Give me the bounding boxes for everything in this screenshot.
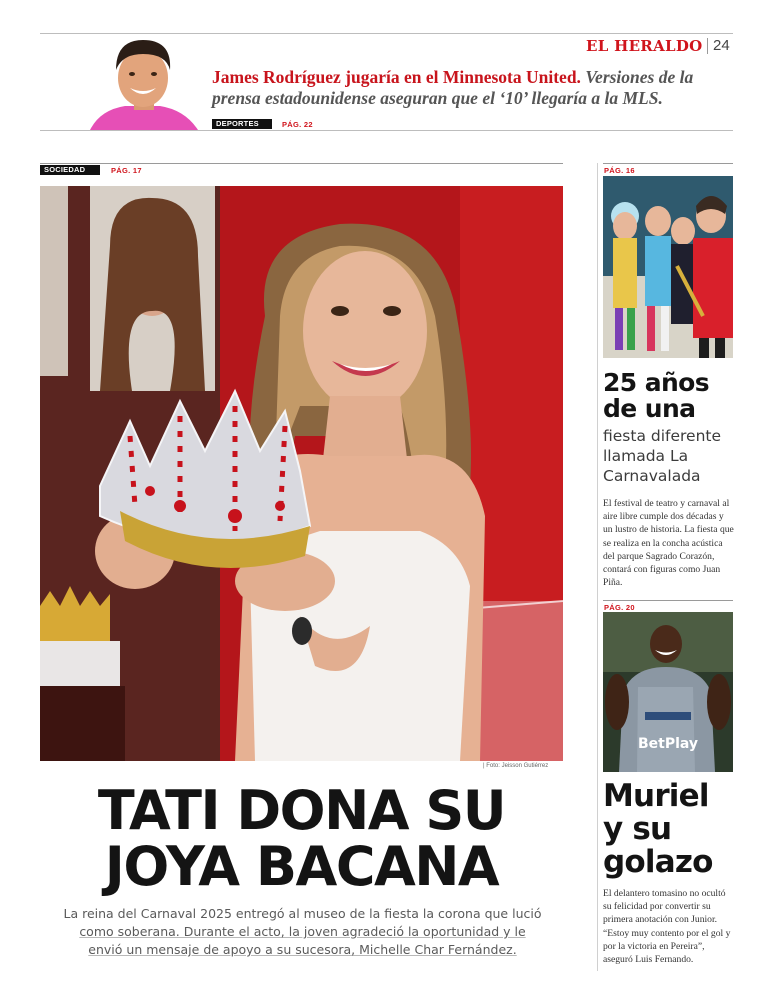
main-top-rule [40, 163, 563, 164]
teaser-headline-secondary: Versiones de la prensa estadounidense aseguran que el ‘10’ llegaría a la MLS. [212, 67, 694, 108]
teaser-headline-main: James Rodríguez jugaría en el Minnesota United. [212, 67, 581, 87]
sidebar-story2-headline[interactable]: Muriel y su golazo [603, 778, 713, 880]
carnavalada-photo[interactable] [603, 176, 733, 358]
main-headline-line-2: JOYA BACANA [104, 835, 499, 898]
main-deck [50, 905, 555, 959]
sidebar-story1-subhead[interactable]: fiesta diferente llamada La Carnavalada [603, 427, 722, 485]
deck-line-3 [50, 941, 555, 959]
main-section-label: SOCIEDAD [40, 165, 100, 175]
sidebar-story1-page-ref: PÁG. 16 [604, 166, 635, 175]
main-headline-line-1: TATI DONA SU [97, 779, 506, 842]
teaser-bottom-rule [40, 130, 733, 131]
muriel-photo[interactable] [603, 612, 733, 772]
deck-line-2-text: como soberana. Durante el acto, la joven agradeció la oportunidad y le [79, 924, 526, 939]
main-story-photo[interactable] [40, 186, 563, 761]
sidebar-story2-rule [603, 600, 733, 601]
deck-line-3-text: envió un mensaje de apoyo a su sucesora, Michelle Char Fernández. [88, 942, 517, 957]
sidebar-story2-page-ref: PÁG. 20 [604, 603, 635, 612]
sidebar-divider [597, 163, 598, 971]
sidebar-story1-rule [603, 163, 733, 164]
deck-line-1: La reina del Carnaval 2025 entregó al museo de la fiesta la corona que lució [63, 906, 542, 921]
jersey-sponsor-text: BetPlay [637, 736, 699, 752]
deck-line-2 [50, 923, 555, 941]
teaser-headline[interactable] [212, 67, 732, 109]
photo-credit: | Foto: Jeisson Gutiérrez [483, 763, 549, 769]
teaser-page-ref: PÁG. 22 [282, 120, 313, 129]
teaser-player-photo[interactable] [80, 30, 205, 130]
sidebar-story1-headline[interactable]: 25 años de una [603, 368, 710, 423]
page-number-divider [707, 38, 708, 54]
main-headline[interactable] [40, 779, 563, 898]
newspaper-brand[interactable]: EL HERALDO [586, 37, 703, 55]
teaser-section-label: DEPORTES [212, 119, 272, 129]
page-number: 24 [713, 37, 730, 54]
sidebar-story1-body: El festival de teatro y carnaval al aire libre cumple dos décadas y un lustro de historia. La fiesta que se realiza en la concha acústica del parque Sagrado Corazón, contará con figuras como Juan Piña. [603, 498, 734, 589]
main-page-ref: PÁG. 17 [111, 166, 142, 175]
sidebar-story2-body: El delantero tomasino no ocultó su felicidad por convertir su primera anotación con Junior. “Estoy muy contento por el gol y por la victoria en Pereira”, aseguró Luis Fernando. [603, 888, 731, 966]
